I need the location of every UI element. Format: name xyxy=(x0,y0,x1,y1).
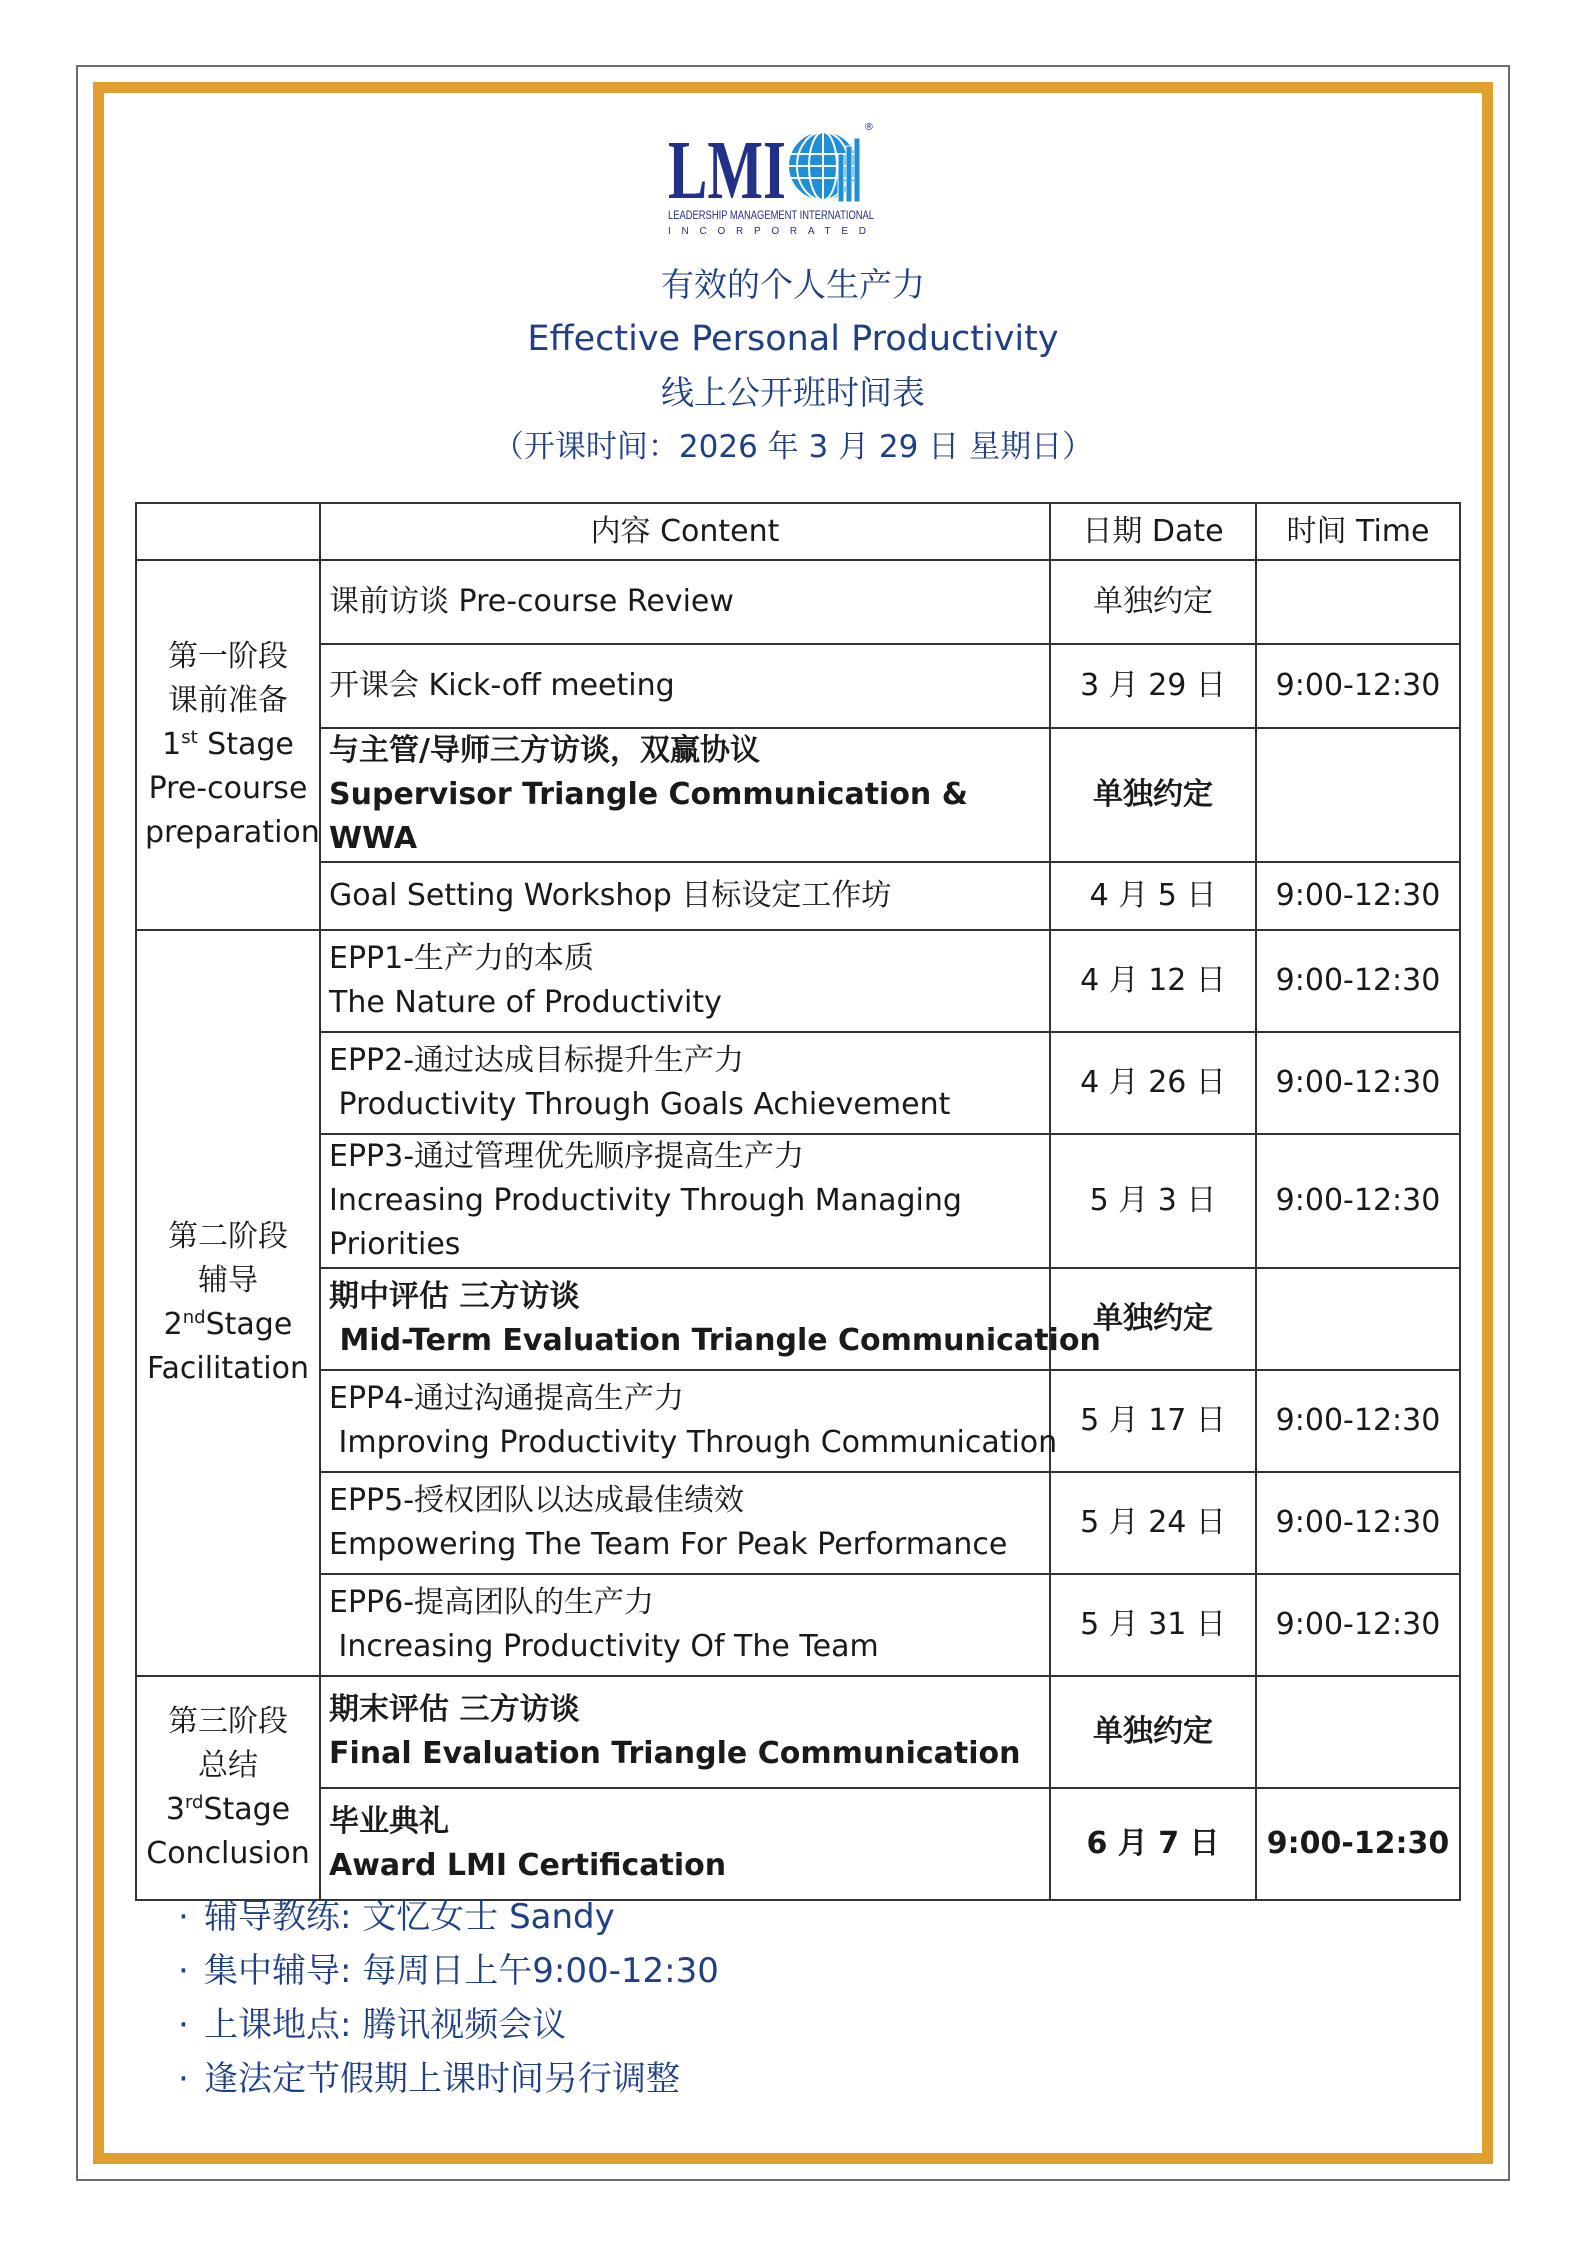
row-date: 单独约定 xyxy=(1050,728,1256,862)
bullet-icon: · xyxy=(178,2059,189,2099)
row-content: EPP5-授权团队以达成最佳绩效 Empowering The Team For Peak Performance xyxy=(320,1472,1050,1574)
row-date: 4 月 5 日 xyxy=(1050,862,1256,930)
title-cn: 有效的个人生产力 xyxy=(661,265,925,304)
bullet-icon: · xyxy=(178,1951,189,1991)
table-row xyxy=(136,1134,1460,1268)
subtitle: 线上公开班时间表 xyxy=(661,373,925,412)
logo-incorporated: INCORPORATED xyxy=(668,226,874,237)
notes-list xyxy=(178,1890,719,2106)
row-time xyxy=(1256,1268,1460,1370)
row-date: 单独约定 xyxy=(1050,1268,1256,1370)
row-time xyxy=(1256,728,1460,862)
bullet-icon: · xyxy=(178,1897,189,1937)
schedule-table xyxy=(135,502,1461,1901)
row-date: 单独约定 xyxy=(1050,560,1256,644)
header-content: 内容 Content xyxy=(320,503,1050,560)
stage-1-cell: 第一阶段 课前准备 1st Stage Pre-course preparation xyxy=(136,560,320,930)
heading-block xyxy=(0,258,1586,474)
row-date: 4 月 12 日 xyxy=(1050,930,1256,1032)
row-time: 9:00-12:30 xyxy=(1256,862,1460,930)
row-content: EPP4-通过沟通提高生产力 Improving Productivity Through Communication xyxy=(320,1370,1050,1472)
note-item: · 集中辅导: 每周日上午9:00-12:30 xyxy=(178,1944,719,1998)
note-item: · 辅导教练: 文忆女士 Sandy xyxy=(178,1890,719,1944)
row-date: 5 月 24 日 xyxy=(1050,1472,1256,1574)
stage-2-cell: 第二阶段 辅导 2ndStage Facilitation xyxy=(136,930,320,1676)
table-row xyxy=(136,728,1460,862)
row-time: 9:00-12:30 xyxy=(1256,1574,1460,1676)
table-row xyxy=(136,1788,1460,1900)
row-content: 开课会 Kick-off meeting xyxy=(320,644,1050,728)
table-row xyxy=(136,1032,1460,1134)
row-content: 与主管/导师三方访谈，双赢协议 Supervisor Triangle Communication & WWA xyxy=(320,728,1050,862)
row-time xyxy=(1256,560,1460,644)
row-content: 期中评估 三方访谈 Mid-Term Evaluation Triangle Communication xyxy=(320,1268,1050,1370)
row-time xyxy=(1256,1676,1460,1788)
row-time: 9:00-12:30 xyxy=(1256,1788,1460,1900)
row-content: 毕业典礼 Award LMI Certification xyxy=(320,1788,1050,1900)
table-row xyxy=(136,560,1460,644)
logo-tagline: LEADERSHIP MANAGEMENT INTERNATIONAL xyxy=(668,208,874,222)
row-date: 5 月 17 日 xyxy=(1050,1370,1256,1472)
row-content: EPP6-提高团队的生产力 Increasing Productivity Of The Team xyxy=(320,1574,1050,1676)
row-content: EPP3-通过管理优先顺序提高生产力 Increasing Productivity Through Managing Priorities xyxy=(320,1134,1050,1268)
table-row xyxy=(136,1676,1460,1788)
row-time: 9:00-12:30 xyxy=(1256,930,1460,1032)
header-time: 时间 Time xyxy=(1256,503,1460,560)
table-row xyxy=(136,1370,1460,1472)
logo-wordmark: LMI xyxy=(668,124,786,217)
note-item: · 逢法定节假期上课时间另行调整 xyxy=(178,2052,719,2106)
row-content: 期末评估 三方访谈 Final Evaluation Triangle Communication xyxy=(320,1676,1050,1788)
row-date: 单独约定 xyxy=(1050,1676,1256,1788)
row-date: 4 月 26 日 xyxy=(1050,1032,1256,1134)
table-row xyxy=(136,1472,1460,1574)
row-content: EPP1-生产力的本质 The Nature of Productivity xyxy=(320,930,1050,1032)
table-row xyxy=(136,1574,1460,1676)
lmi-logo xyxy=(668,118,874,240)
header-date: 日期 Date xyxy=(1050,503,1256,560)
registered-mark: ® xyxy=(864,122,874,133)
row-time: 9:00-12:30 xyxy=(1256,644,1460,728)
row-date: 5 月 31 日 xyxy=(1050,1574,1256,1676)
table-row xyxy=(136,862,1460,930)
table-row xyxy=(136,644,1460,728)
row-date: 3 月 29 日 xyxy=(1050,644,1256,728)
bullet-icon: · xyxy=(178,2005,189,2045)
stage-3-cell: 第三阶段 总结 3rdStage Conclusion xyxy=(136,1676,320,1900)
row-content: EPP2-通过达成目标提升生产力 Productivity Through Goals Achievement xyxy=(320,1032,1050,1134)
row-time: 9:00-12:30 xyxy=(1256,1032,1460,1134)
table-header-row xyxy=(136,503,1460,560)
row-time: 9:00-12:30 xyxy=(1256,1370,1460,1472)
note-item: · 上课地点: 腾讯视频会议 xyxy=(178,1998,719,2052)
row-time: 9:00-12:30 xyxy=(1256,1472,1460,1574)
row-content: 课前访谈 Pre-course Review xyxy=(320,560,1050,644)
start-date: （开课时间：2026 年 3 月 29 日 星期日） xyxy=(492,429,1094,465)
table-row xyxy=(136,1268,1460,1370)
table-row xyxy=(136,930,1460,1032)
row-content: Goal Setting Workshop 目标设定工作坊 xyxy=(320,862,1050,930)
globe-icon xyxy=(789,132,860,202)
row-time: 9:00-12:30 xyxy=(1256,1134,1460,1268)
title-en: Effective Personal Productivity xyxy=(527,319,1059,359)
row-date: 6 月 7 日 xyxy=(1050,1788,1256,1900)
header-stage-cell xyxy=(136,503,320,560)
row-date: 5 月 3 日 xyxy=(1050,1134,1256,1268)
